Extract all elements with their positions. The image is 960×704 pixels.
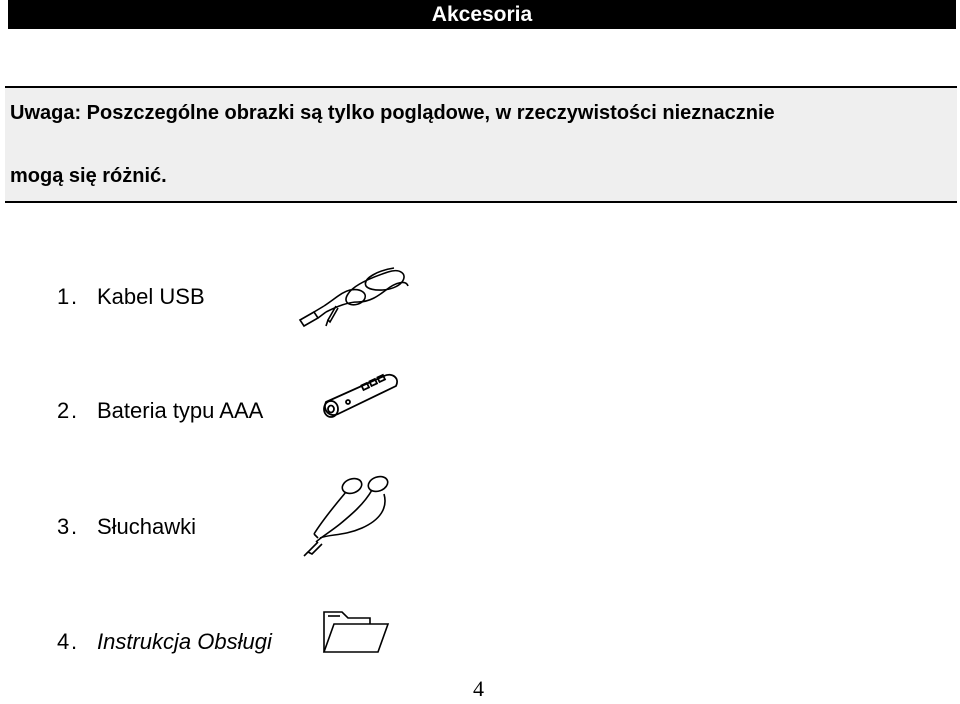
section-title-bar (8, 0, 956, 29)
item-separator: . (71, 629, 78, 654)
earphones-icon (300, 464, 392, 558)
item-label: Kabel USB (97, 284, 205, 309)
item-number: 1 (57, 284, 70, 309)
note-line-1: Uwaga: Poszczególne obrazki są tylko poglądowe, w rzeczywistości nieznacznie (10, 102, 775, 124)
item-separator: . (71, 398, 78, 423)
accessory-item-earphones (57, 514, 196, 540)
note-line-2: mogą się różnić. (10, 165, 167, 187)
accessory-item-usb (57, 284, 205, 310)
aaa-battery-icon (318, 366, 402, 428)
section-title: Akcesoria (431, 3, 533, 26)
note-box (5, 86, 957, 203)
item-separator: . (71, 284, 78, 309)
item-separator: . (71, 514, 78, 539)
item-number: 2 (57, 398, 70, 423)
usb-cable-icon (296, 262, 414, 330)
item-label: Bateria typu AAA (97, 398, 264, 423)
item-label: Instrukcja Obsługi (97, 629, 272, 654)
accessory-item-manual (57, 629, 272, 655)
item-label: Słuchawki (97, 514, 197, 539)
accessory-item-battery (57, 398, 263, 424)
page-number: 4 (473, 676, 484, 701)
item-number: 3 (57, 514, 70, 539)
folder-icon (320, 606, 392, 656)
item-number: 4 (57, 629, 70, 654)
